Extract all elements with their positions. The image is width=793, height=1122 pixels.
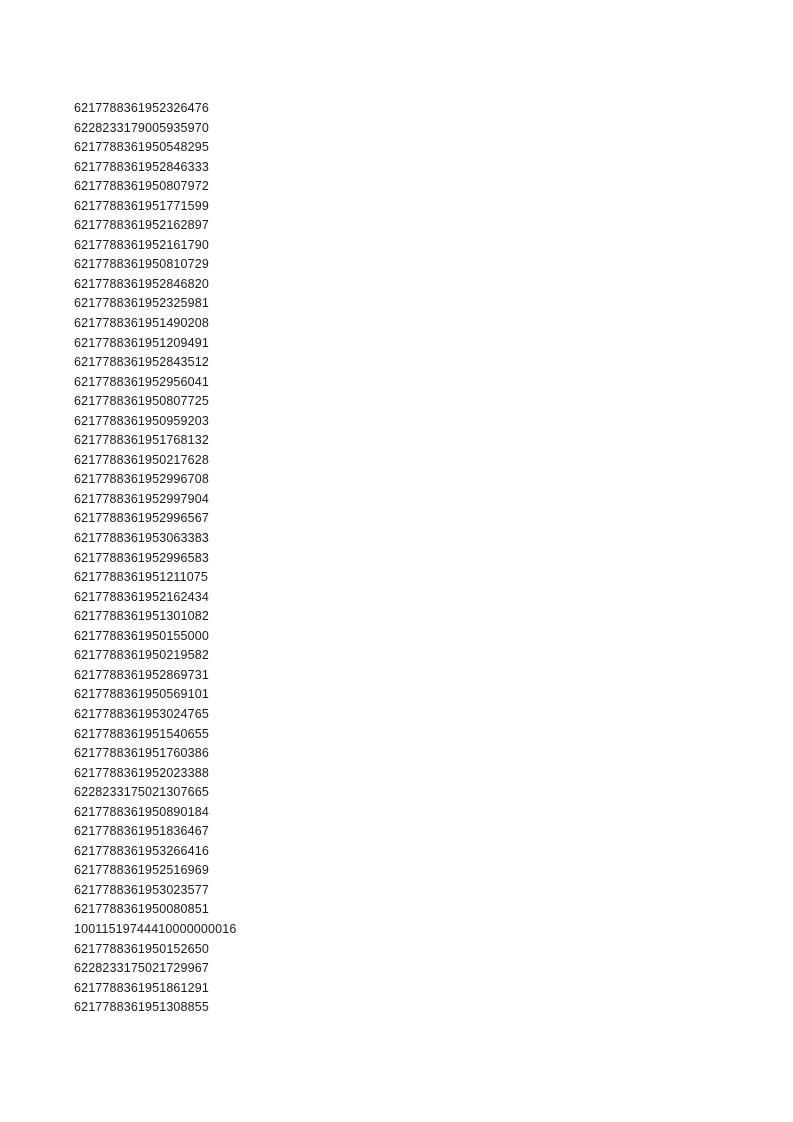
list-item: 6217788361952023388 xyxy=(74,765,209,780)
list-item: 6217788361952956041 xyxy=(74,374,209,389)
list-item: 6217788361953024765 xyxy=(74,706,209,721)
list-item: 6217788361951768132 xyxy=(74,433,209,448)
list-item: 6217788361952326476 xyxy=(74,101,209,115)
list-item: 6217788361950569101 xyxy=(74,687,209,702)
list-item: 6217788361952869731 xyxy=(74,667,209,682)
list-item: 6217788361950155000 xyxy=(74,628,209,643)
list-item: 6217788361950890184 xyxy=(74,804,209,819)
list-item: 6217788361952843512 xyxy=(74,355,209,370)
list-item: 6228233175021307665 xyxy=(74,785,209,800)
list-item: 6217788361951211075 xyxy=(74,570,209,585)
list-item: 6217788361953023577 xyxy=(74,882,209,897)
list-item: 6217788361952325981 xyxy=(74,296,209,311)
list-item: 6217788361952161790 xyxy=(74,237,209,252)
list-item: 6228233175021729967 xyxy=(74,961,209,976)
list-item: 6217788361952997904 xyxy=(74,491,209,506)
list-item: 6228233179005935970 xyxy=(74,120,209,135)
list-item: 6217788361951836467 xyxy=(74,824,209,839)
list-item: 6217788361950217628 xyxy=(74,452,209,467)
list-item: 6217788361950810729 xyxy=(74,257,209,272)
list-item: 6217788361951301082 xyxy=(74,609,209,624)
list-item: 6217788361952996583 xyxy=(74,550,209,565)
list-item: 6217788361953063383 xyxy=(74,531,209,546)
list-item: 6217788361951308855 xyxy=(74,1000,209,1015)
list-item: 10011519744410000000016 xyxy=(74,921,237,936)
list-item: 6217788361953266416 xyxy=(74,843,209,858)
list-item: 6217788361951490208 xyxy=(74,316,209,331)
list-item: 6217788361952846820 xyxy=(74,276,209,291)
list-item: 6217788361950548295 xyxy=(74,140,209,155)
list-item: 6217788361951771599 xyxy=(74,198,209,213)
list-item: 6217788361950807725 xyxy=(74,394,209,409)
list-item: 6217788361951861291 xyxy=(74,980,209,995)
list-item: 6217788361952516969 xyxy=(74,863,209,878)
list-item: 6217788361950080851 xyxy=(74,902,209,917)
list-item: 6217788361951540655 xyxy=(74,726,209,741)
list-item: 6217788361952996567 xyxy=(74,511,209,526)
list-item: 6217788361950807972 xyxy=(74,179,209,194)
list-item: 6217788361952162897 xyxy=(74,218,209,233)
list-item: 6217788361952846333 xyxy=(74,159,209,174)
list-item: 6217788361952996708 xyxy=(74,472,209,487)
number-list xyxy=(74,99,236,1018)
list-item: 6217788361950152650 xyxy=(74,941,209,956)
list-item: 6217788361952162434 xyxy=(74,589,209,604)
list-item: 6217788361950959203 xyxy=(74,413,209,428)
list-item: 6217788361951209491 xyxy=(74,335,209,350)
list-item: 6217788361950219582 xyxy=(74,648,209,663)
list-item: 6217788361951760386 xyxy=(74,746,209,761)
